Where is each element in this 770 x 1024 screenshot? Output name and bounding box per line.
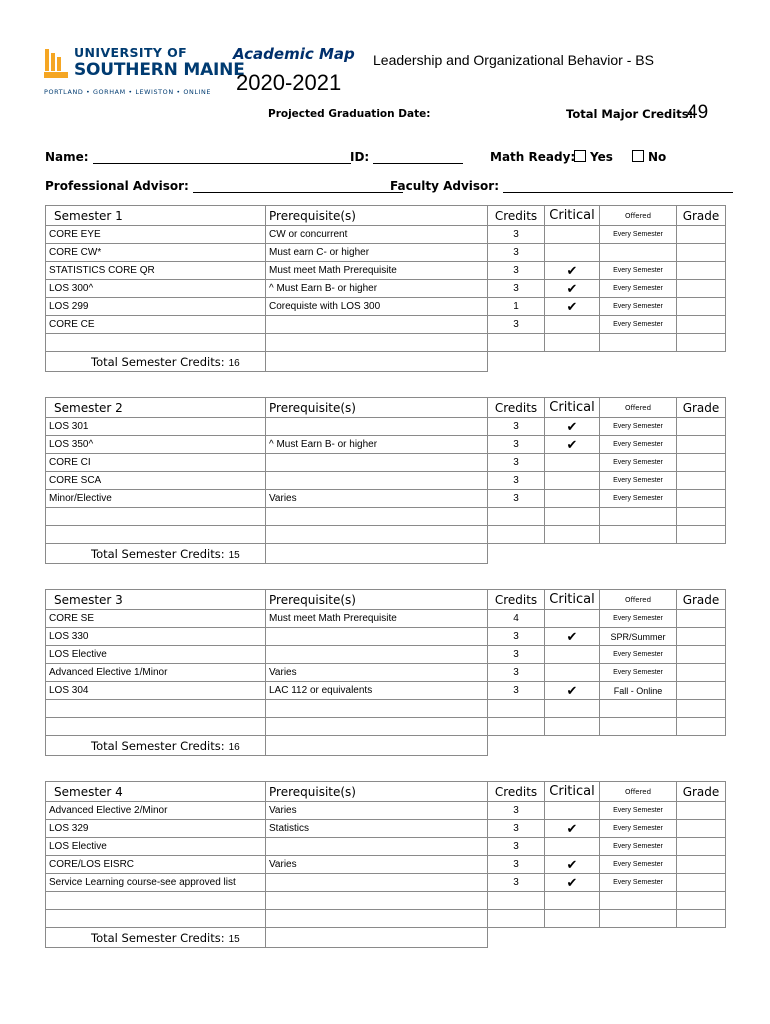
table-row xyxy=(46,838,726,856)
grade-input-cell[interactable] xyxy=(677,610,726,628)
credits-cell: 3 xyxy=(488,628,545,646)
grade-input-cell[interactable] xyxy=(677,436,726,454)
table-row xyxy=(46,718,726,736)
critical-check-icon: ✔ xyxy=(545,874,600,892)
course-cell: LOS 350^ xyxy=(46,436,266,454)
offered-cell xyxy=(600,526,677,544)
credits-cell: 3 xyxy=(488,838,545,856)
credits-cell xyxy=(488,718,545,736)
no-label: No xyxy=(648,150,667,164)
credits-cell: 3 xyxy=(488,472,545,490)
total-major-credits-label: Total Major Credits: xyxy=(566,107,694,121)
semester-header-row xyxy=(46,590,726,610)
table-row xyxy=(46,316,726,334)
prereq-cell: Must meet Math Prerequisite xyxy=(266,262,488,280)
table-row xyxy=(46,454,726,472)
offered-header: Offered xyxy=(600,590,677,610)
math-ready-no-option xyxy=(632,150,666,164)
offered-cell: Every Semester xyxy=(600,874,677,892)
prereq-cell: Must meet Math Prerequisite xyxy=(266,610,488,628)
semester-total-row xyxy=(46,352,726,372)
course-cell: LOS 304 xyxy=(46,682,266,700)
course-cell xyxy=(46,718,266,736)
critical-check-icon xyxy=(545,646,600,664)
usm-logo-icon xyxy=(44,47,68,79)
course-cell: CORE EYE xyxy=(46,226,266,244)
offered-cell: Fall - Online xyxy=(600,682,677,700)
prereq-header: Prerequisite(s) xyxy=(266,782,488,802)
credits-cell xyxy=(488,526,545,544)
credits-cell: 3 xyxy=(488,226,545,244)
critical-header: Critical xyxy=(545,782,600,802)
credits-cell: 4 xyxy=(488,610,545,628)
faculty-advisor-input-line[interactable] xyxy=(503,180,733,193)
offered-cell: Every Semester xyxy=(600,856,677,874)
course-cell: Service Learning course-see approved list xyxy=(46,874,266,892)
prereq-cell: ^ Must Earn B- or higher xyxy=(266,280,488,298)
offered-cell: Every Semester xyxy=(600,820,677,838)
prereq-cell xyxy=(266,718,488,736)
critical-check-icon xyxy=(545,334,600,352)
grade-input-cell[interactable] xyxy=(677,856,726,874)
credits-cell: 3 xyxy=(488,436,545,454)
table-row xyxy=(46,508,726,526)
yes-checkbox[interactable] xyxy=(574,150,586,162)
offered-cell: Every Semester xyxy=(600,838,677,856)
prereq-cell: ^ Must Earn B- or higher xyxy=(266,436,488,454)
faculty-advisor-label: Faculty Advisor: xyxy=(390,179,500,193)
critical-check-icon xyxy=(545,526,600,544)
total-blank-cell xyxy=(266,736,488,756)
prereq-cell xyxy=(266,646,488,664)
prereq-cell xyxy=(266,472,488,490)
total-blank-cell xyxy=(266,544,488,564)
credits-cell: 3 xyxy=(488,490,545,508)
credits-cell: 3 xyxy=(488,262,545,280)
yes-label: Yes xyxy=(590,150,613,164)
table-row xyxy=(46,298,726,316)
credits-cell: 3 xyxy=(488,244,545,262)
course-cell: LOS 301 xyxy=(46,418,266,436)
prereq-header: Prerequisite(s) xyxy=(266,398,488,418)
grade-input-cell[interactable] xyxy=(677,802,726,820)
course-cell: CORE CW* xyxy=(46,244,266,262)
semester-header-row xyxy=(46,206,726,226)
course-cell: LOS Elective xyxy=(46,838,266,856)
table-row xyxy=(46,820,726,838)
grade-input-cell[interactable] xyxy=(677,664,726,682)
critical-check-icon xyxy=(545,316,600,334)
critical-check-icon xyxy=(545,664,600,682)
semester-total-row xyxy=(46,544,726,564)
grade-input-cell[interactable] xyxy=(677,262,726,280)
critical-check-icon: ✔ xyxy=(545,262,600,280)
prereq-cell xyxy=(266,700,488,718)
credits-cell: 3 xyxy=(488,820,545,838)
course-cell: LOS 299 xyxy=(46,298,266,316)
critical-check-icon xyxy=(545,490,600,508)
id-input-line[interactable] xyxy=(373,151,463,164)
critical-check-icon xyxy=(545,718,600,736)
table-row xyxy=(46,244,726,262)
table-row xyxy=(46,646,726,664)
prereq-cell: CW or concurrent xyxy=(266,226,488,244)
offered-cell: Every Semester xyxy=(600,802,677,820)
total-cell xyxy=(46,544,266,564)
logo-campuses: PORTLAND • GORHAM • LEWISTON • ONLINE xyxy=(44,88,211,96)
course-cell: Minor/Elective xyxy=(46,490,266,508)
prereq-header: Prerequisite(s) xyxy=(266,590,488,610)
critical-header: Critical xyxy=(545,398,600,418)
course-cell xyxy=(46,910,266,928)
grade-header: Grade xyxy=(677,398,726,418)
course-cell: CORE CI xyxy=(46,454,266,472)
offered-cell: Every Semester xyxy=(600,454,677,472)
projected-graduation-date-label: Projected Graduation Date: xyxy=(268,108,431,120)
offered-cell xyxy=(600,718,677,736)
prereq-cell: Varies xyxy=(266,490,488,508)
prereq-cell xyxy=(266,454,488,472)
total-blank-cell xyxy=(266,928,488,948)
table-row xyxy=(46,262,726,280)
prereq-cell xyxy=(266,628,488,646)
grade-input-cell[interactable] xyxy=(677,334,726,352)
grade-input-cell[interactable] xyxy=(677,910,726,928)
table-row xyxy=(46,472,726,490)
total-blank-cell xyxy=(266,352,488,372)
critical-check-icon: ✔ xyxy=(545,682,600,700)
semester-table xyxy=(45,781,726,948)
program-name: Leadership and Organizational Behavior - BS xyxy=(373,52,654,68)
offered-header: Offered xyxy=(600,782,677,802)
critical-check-icon xyxy=(545,838,600,856)
offered-cell xyxy=(600,892,677,910)
critical-check-icon xyxy=(545,244,600,262)
grade-input-cell[interactable] xyxy=(677,472,726,490)
grade-input-cell[interactable] xyxy=(677,628,726,646)
grade-input-cell[interactable] xyxy=(677,298,726,316)
table-row xyxy=(46,892,726,910)
table-row xyxy=(46,526,726,544)
credits-cell: 3 xyxy=(488,682,545,700)
credits-cell: 3 xyxy=(488,646,545,664)
table-row xyxy=(46,682,726,700)
prereq-cell xyxy=(266,838,488,856)
course-cell xyxy=(46,892,266,910)
grade-input-cell[interactable] xyxy=(677,490,726,508)
grade-input-cell[interactable] xyxy=(677,700,726,718)
total-cell xyxy=(46,736,266,756)
offered-cell: Every Semester xyxy=(600,490,677,508)
grade-header: Grade xyxy=(677,590,726,610)
professional-advisor-input-line[interactable] xyxy=(193,180,403,193)
prereq-header: Prerequisite(s) xyxy=(266,206,488,226)
table-row xyxy=(46,874,726,892)
course-cell: LOS 330 xyxy=(46,628,266,646)
total-semester-credits-value: 15 xyxy=(228,933,240,945)
critical-check-icon xyxy=(545,910,600,928)
total-semester-credits-value: 15 xyxy=(228,549,240,561)
credits-cell: 3 xyxy=(488,856,545,874)
prereq-cell xyxy=(266,334,488,352)
grade-input-cell[interactable] xyxy=(677,508,726,526)
name-input-line[interactable] xyxy=(93,151,351,164)
table-row xyxy=(46,910,726,928)
course-cell: LOS Elective xyxy=(46,646,266,664)
course-cell: LOS 300^ xyxy=(46,280,266,298)
table-row xyxy=(46,226,726,244)
offered-cell: SPR/Summer xyxy=(600,628,677,646)
grade-input-cell[interactable] xyxy=(677,454,726,472)
course-cell xyxy=(46,334,266,352)
grade-input-cell[interactable] xyxy=(677,718,726,736)
table-row xyxy=(46,664,726,682)
academic-map-title: Academic Map xyxy=(233,45,355,63)
id-label: ID: xyxy=(350,150,370,164)
total-cell xyxy=(46,352,266,372)
credits-cell xyxy=(488,892,545,910)
grade-header: Grade xyxy=(677,206,726,226)
table-row xyxy=(46,418,726,436)
credits-cell xyxy=(488,910,545,928)
prereq-cell: Corequiste with LOS 300 xyxy=(266,298,488,316)
critical-check-icon xyxy=(545,802,600,820)
course-cell xyxy=(46,700,266,718)
grade-input-cell[interactable] xyxy=(677,244,726,262)
total-cell xyxy=(46,928,266,948)
grade-input-cell[interactable] xyxy=(677,892,726,910)
critical-check-icon: ✔ xyxy=(545,280,600,298)
critical-check-icon xyxy=(545,700,600,718)
prereq-cell xyxy=(266,508,488,526)
total-major-credits-value: 49 xyxy=(687,102,709,123)
semester-table xyxy=(45,205,726,372)
critical-check-icon xyxy=(545,454,600,472)
course-cell: CORE CE xyxy=(46,316,266,334)
grade-input-cell[interactable] xyxy=(677,838,726,856)
prereq-cell xyxy=(266,418,488,436)
prereq-cell: Varies xyxy=(266,664,488,682)
course-cell xyxy=(46,508,266,526)
grade-input-cell[interactable] xyxy=(677,874,726,892)
semester-total-row xyxy=(46,928,726,948)
critical-check-icon xyxy=(545,508,600,526)
course-cell: CORE SE xyxy=(46,610,266,628)
grade-input-cell[interactable] xyxy=(677,646,726,664)
credits-cell: 3 xyxy=(488,316,545,334)
credits-cell: 3 xyxy=(488,874,545,892)
prereq-cell: Varies xyxy=(266,856,488,874)
semester-total-row xyxy=(46,736,726,756)
faculty-advisor-row xyxy=(390,179,733,193)
critical-check-icon: ✔ xyxy=(545,418,600,436)
grade-input-cell[interactable] xyxy=(677,820,726,838)
course-cell: CORE/LOS EISRC xyxy=(46,856,266,874)
offered-header: Offered xyxy=(600,398,677,418)
credits-header: Credits xyxy=(488,206,545,226)
credits-cell: 1 xyxy=(488,298,545,316)
credits-header: Credits xyxy=(488,782,545,802)
grade-input-cell[interactable] xyxy=(677,418,726,436)
prereq-cell: LAC 112 or equivalents xyxy=(266,682,488,700)
offered-cell: Every Semester xyxy=(600,298,677,316)
semester-table xyxy=(45,589,726,756)
offered-cell: Every Semester xyxy=(600,316,677,334)
offered-cell xyxy=(600,700,677,718)
critical-check-icon: ✔ xyxy=(545,856,600,874)
credits-cell: 3 xyxy=(488,280,545,298)
grade-input-cell[interactable] xyxy=(677,280,726,298)
prereq-cell xyxy=(266,874,488,892)
offered-cell xyxy=(600,508,677,526)
table-row xyxy=(46,280,726,298)
math-ready-yes-option xyxy=(574,150,613,164)
critical-check-icon: ✔ xyxy=(545,298,600,316)
offered-cell xyxy=(600,244,677,262)
logo-southern-maine: SOUTHERN MAINE xyxy=(74,60,245,80)
offered-cell: Every Semester xyxy=(600,610,677,628)
semester-title: Semester 3 xyxy=(46,590,266,610)
offered-cell: Every Semester xyxy=(600,280,677,298)
total-semester-credits-label: Total Semester Credits: xyxy=(91,354,225,369)
table-row xyxy=(46,856,726,874)
course-cell: STATISTICS CORE QR xyxy=(46,262,266,280)
total-semester-credits-label: Total Semester Credits: xyxy=(91,738,225,753)
critical-check-icon xyxy=(545,472,600,490)
grade-header: Grade xyxy=(677,782,726,802)
prereq-cell xyxy=(266,316,488,334)
offered-cell xyxy=(600,910,677,928)
no-checkbox[interactable] xyxy=(632,150,644,162)
critical-header: Critical xyxy=(545,590,600,610)
id-field-row xyxy=(350,150,463,164)
prereq-cell xyxy=(266,892,488,910)
offered-cell: Every Semester xyxy=(600,472,677,490)
total-semester-credits-value: 16 xyxy=(228,741,240,753)
semester-header-row xyxy=(46,398,726,418)
professional-advisor-row xyxy=(45,179,403,193)
total-semester-credits-label: Total Semester Credits: xyxy=(91,546,225,561)
course-cell: Advanced Elective 1/Minor xyxy=(46,664,266,682)
offered-cell xyxy=(600,334,677,352)
table-row xyxy=(46,802,726,820)
offered-cell: Every Semester xyxy=(600,262,677,280)
credits-header: Credits xyxy=(488,398,545,418)
semester-title: Semester 4 xyxy=(46,782,266,802)
semester-header-row xyxy=(46,782,726,802)
credits-cell: 3 xyxy=(488,664,545,682)
semester-title: Semester 2 xyxy=(46,398,266,418)
critical-check-icon: ✔ xyxy=(545,436,600,454)
grade-input-cell[interactable] xyxy=(677,316,726,334)
credits-cell: 3 xyxy=(488,802,545,820)
critical-check-icon xyxy=(545,226,600,244)
grade-input-cell[interactable] xyxy=(677,226,726,244)
course-cell: Advanced Elective 2/Minor xyxy=(46,802,266,820)
credits-cell: 3 xyxy=(488,418,545,436)
credits-cell xyxy=(488,700,545,718)
offered-cell: Every Semester xyxy=(600,664,677,682)
academic-year: 2020-2021 xyxy=(236,70,342,95)
name-label: Name: xyxy=(45,150,89,164)
offered-header: Offered xyxy=(600,206,677,226)
credits-cell: 3 xyxy=(488,454,545,472)
prereq-cell: Statistics xyxy=(266,820,488,838)
course-cell: LOS 329 xyxy=(46,820,266,838)
credits-header: Credits xyxy=(488,590,545,610)
prereq-cell: Varies xyxy=(266,802,488,820)
credits-cell xyxy=(488,334,545,352)
critical-check-icon xyxy=(545,892,600,910)
critical-check-icon: ✔ xyxy=(545,628,600,646)
total-semester-credits-label: Total Semester Credits: xyxy=(91,930,225,945)
table-row xyxy=(46,610,726,628)
offered-cell: Every Semester xyxy=(600,418,677,436)
critical-header: Critical xyxy=(545,206,600,226)
table-row xyxy=(46,436,726,454)
offered-cell: Every Semester xyxy=(600,226,677,244)
credits-cell xyxy=(488,508,545,526)
prereq-cell xyxy=(266,910,488,928)
table-row xyxy=(46,334,726,352)
professional-advisor-label: Professional Advisor: xyxy=(45,179,189,193)
critical-check-icon: ✔ xyxy=(545,820,600,838)
prereq-cell xyxy=(266,526,488,544)
table-row xyxy=(46,490,726,508)
table-row xyxy=(46,700,726,718)
table-row xyxy=(46,628,726,646)
semester-title: Semester 1 xyxy=(46,206,266,226)
course-cell xyxy=(46,526,266,544)
offered-cell: Every Semester xyxy=(600,436,677,454)
grade-input-cell[interactable] xyxy=(677,526,726,544)
name-field-row xyxy=(45,150,351,164)
offered-cell: Every Semester xyxy=(600,646,677,664)
prereq-cell: Must earn C- or higher xyxy=(266,244,488,262)
grade-input-cell[interactable] xyxy=(677,682,726,700)
total-semester-credits-value: 16 xyxy=(228,357,240,369)
course-cell: CORE SCA xyxy=(46,472,266,490)
semester-table xyxy=(45,397,726,564)
critical-check-icon xyxy=(545,610,600,628)
logo-university-of: UNIVERSITY OF xyxy=(74,45,188,60)
math-ready-label: Math Ready: xyxy=(490,150,576,164)
